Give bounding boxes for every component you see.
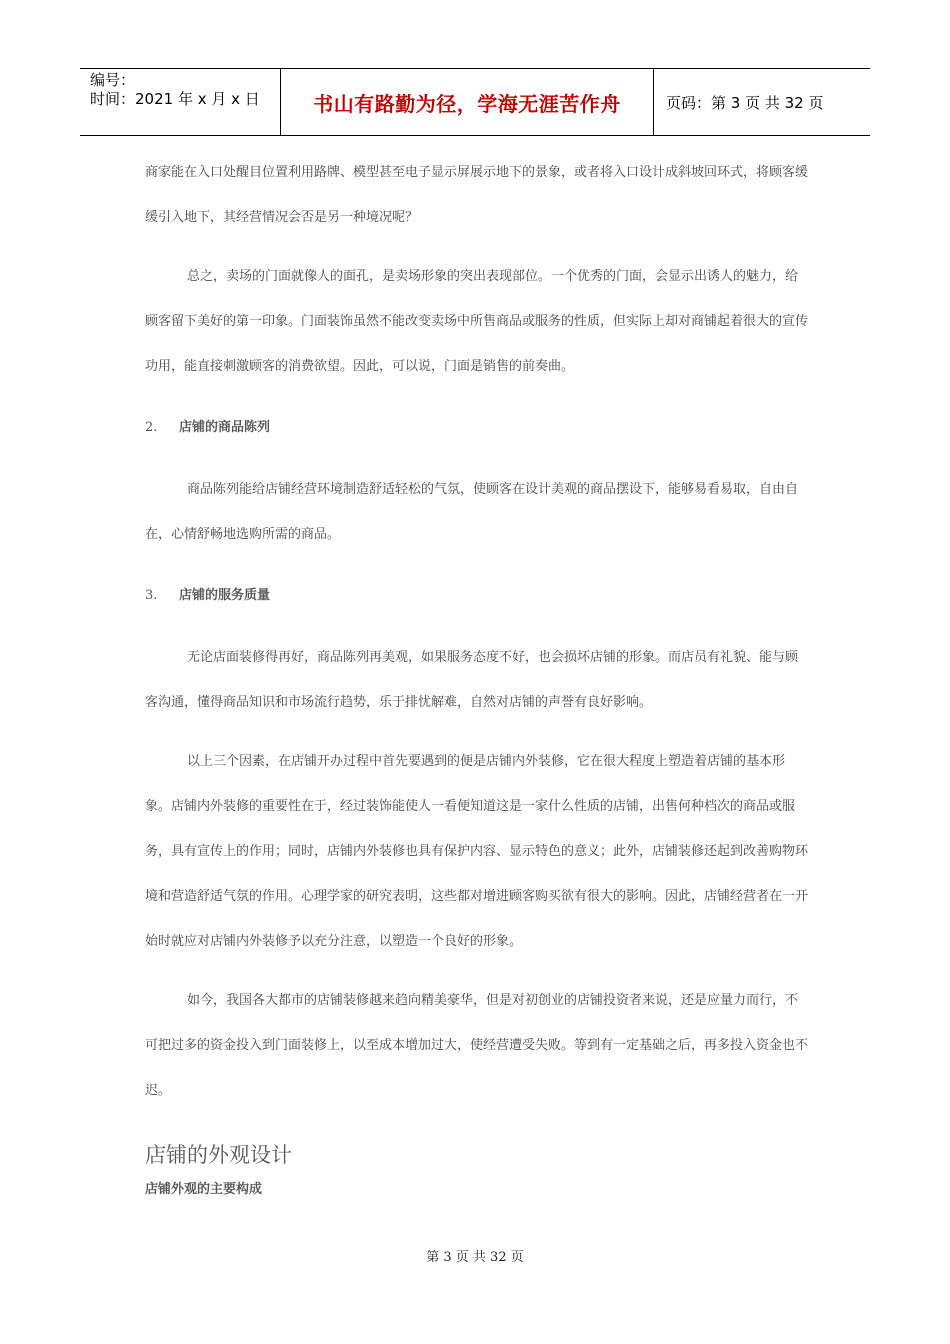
page-footer: 第 3 页 共 32 页 [426, 1250, 524, 1265]
section-heading [145, 571, 810, 621]
section-title: 店铺的服务质量 [179, 588, 271, 603]
section-number: 2. [145, 420, 158, 435]
header-page-number: 页码：第 3 页 共 32 页 [666, 93, 824, 112]
document-body [145, 150, 810, 1203]
sub-heading: 店铺外观的主要构成 [145, 1182, 263, 1197]
paragraph: 总之，卖场的门面就像人的面孔，是卖场形象的突出表现部位。一个优秀的门面，会显示出诱人的魅力，给顾客留下美好的第一印象。门面装饰虽然不能改变卖场中所售商品或服务的性质，但实际上却对商铺起着很大的宣传功用，能直接刺激顾客的消费欲望。因此，可以说，门面是销售的前奏曲。 [145, 269, 809, 374]
document-time-label: 时间：2021 年 x 月 x 日 [90, 90, 260, 108]
header-info [90, 71, 280, 109]
page-header [80, 68, 870, 136]
section-heading [145, 403, 810, 453]
document-number-label: 编号： [90, 71, 136, 89]
paragraph: 商家能在入口处醒目位置利用路牌、模型甚至电子显示屏展示地下的景象，或者将入口设计成斜坡回环式，将顾客缓缓引入地下，其经营情况会否是另一种境况呢？ [145, 165, 809, 225]
paragraph: 以上三个因素，在店铺开办过程中首先要遇到的便是店铺内外装修，它在很大程度上塑造着店铺的基本形象。店铺内外装修的重要性在于，经过装饰能使人一看便知道这是一家什么性质的店铺，出售何种档次的商品或服务，具有宣传上的作用；同时，店铺内外装修也具有保护内容、显示特色的意义；此外，店铺装修还起到改善购物环境和营造舒适气氛的作用。心理学家的研究表明，这些都对增进顾客购买欲有很大的影响。因此，店铺经营者在一开始时就应对店铺内外装修予以充分注意，以塑造一个良好的形象。 [145, 754, 809, 949]
section-number: 3. [145, 588, 158, 603]
header-motto: 书山有路勤为径，学海无涯苦作舟 [313, 91, 621, 116]
main-heading: 店铺的外观设计 [145, 1143, 292, 1167]
section-title: 店铺的商品陈列 [179, 420, 271, 435]
header-divider [653, 69, 654, 135]
paragraph: 如今，我国各大都市的店铺装修越来趋向精美豪华，但是对初创业的店铺投资者来说，还是应量力而行，不可把过多的资金投入到门面装修上，以至成本增加过大，使经营遭受失败。等到有一定基础之后，再多投入资金也不迟。 [145, 993, 809, 1098]
paragraph: 无论店面装修得再好，商品陈列再美观，如果服务态度不好，也会损坏店铺的形象。而店员有礼貌、能与顾客沟通，懂得商品知识和市场流行趋势，乐于排忧解难，自然对店铺的声誉有良好影响。 [145, 650, 799, 710]
paragraph: 商品陈列能给店铺经营环境制造舒适轻松的气氛，使顾客在设计美观的商品摆设下，能够易看易取，自由自在，心情舒畅地选购所需的商品。 [145, 482, 799, 542]
